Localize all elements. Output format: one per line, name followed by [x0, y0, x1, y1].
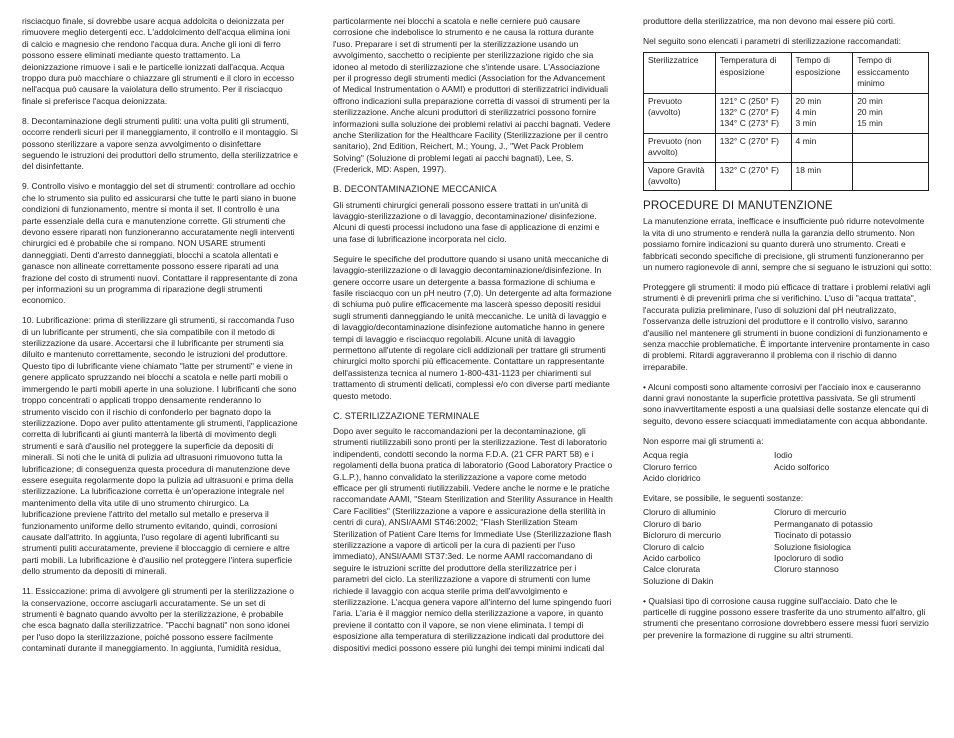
table-cell-line: 15 min: [857, 118, 883, 129]
heading-maintenance-procedures: PROCEDURE DI MANUTENZIONE: [643, 199, 833, 213]
paragraph-terminal-sterilization: Dopo aver seguito le raccomandazioni per la decontaminazione, gli strumenti riutilizzabili sono pronti per la sterilizzazione. Test di laboratorio indipendenti, condotti secondo la norma F.D.A. (21 CFR PART 58) e i regolamenti della buona pratica di laboratorio (Good Laboratory Practice o G.L.P.), hanno convalidato la sterilizzazione a vapore come metodo efficace per gli strumenti riutilizzabili. Vedere anche le norme e le pratiche raccomandate AAMI, "Steam Sterilization and Sterility Assurance in Health Care Facilities" (Sterilizzazione a vapore e assicurazione della sterilità in centri di cura), ANSI/AAMI ST46:2002; "Flash Sterilization Steam Sterilization of Patient Care Items for Immediate Use (Sterilizzazione flash sterilizzazione a vapore di articoli per la cura di pazienti per l'uso immediato), ANSI/AAMI ST37:3ed. Le norme AAMI raccomandano di seguire le istruzioni scritte del produttore della sterilizzatrice per i parametri del ciclo. La sterilizzazione a vapore di strumenti con lume richiede il lavaggio con acqua sterile prima dell'avvolgimento e sterilizzazione. L'acqua genera vapore all'interno del lume spingendo fuori l'aria. L'aria è il maggior nemico della sterilizzazione a vapore, in quanto previene il contatto con il vapore, se non viene eliminata. I tempi di esposizione alla temperatura di sterilizzazione indicati dal produttore dei dispositivi medici possono essere più lunghi dei tempi minimi indicati dal: [333, 425, 613, 653]
table-cell: Vapore Gravità (avvolto): [644, 162, 716, 191]
table-cell: Prevuoto (non avvolto): [644, 133, 716, 162]
table-cell-line: 4 min: [795, 135, 817, 146]
paragraph-maintenance-2: Proteggere gli strumenti: il modo più efficace di trattare i problemi relativi agli strumenti è di prevenirli prima che si verifichino. L'uso di "acqua trattata", l'accurata pulizia preliminare, l'uso di soluzioni dal pH neutralizzato, l'osservanza delle istruzioni del produttore e il controllo visivo, saranno d'ausilio nel mantenere gli strumenti in buone condizioni di funzionamento e senza macchie problematiche. È importante intervenire prontamente in caso di problemi. Ritardi aggraveranno il problema con il rischio di danno irreparabile.: [643, 281, 931, 372]
table-cell: [715, 162, 791, 191]
table-cell: [715, 93, 791, 133]
table-cell-line: 20 min: [857, 106, 883, 117]
paragraph-maintenance-1: La manutenzione errata, inefficace e insufficiente può ridurre notevolmente la vita di uno strumento e renderà nulla la garanzia dello strumento. Non possiamo fornire indicazioni su quanto durerà uno strumento. Creati e fabbricati secondo specifiche di precisione, gli strumenti funzioneranno per un numero ragionevole di anni, sempre che si seguano le istruzioni qui sotto:: [643, 216, 932, 272]
paragraph-rinse: risciacquo finale, si dovrebbe usare acqua addolcita o deionizzata per rimuovere meglio detergenti ecc. L'addolcimento dell'acqua elimina ioni di calcio e magnesio che rendono l'acqua dura. Anche gli ioni di ferro possono essere eliminati mediante questo trattamento. La deionizzazione rimuove i sali e le particelle ionizzati dall'acqua. Acqua troppo dura può macchiare o chiazzare gli strumenti e il cloro in eccesso nell'acqua può causare la vaiolatura dello strumento. Per il risciacquo finale si preferisce l'acqua deionizzata.: [22, 16, 295, 106]
list-item: Acido carbolico: [643, 552, 701, 563]
paragraph-table-intro-2: Nel seguito sono elencati i parametri di sterilizzazione raccomandati:: [643, 35, 901, 46]
table-cell: [791, 133, 853, 162]
table-cell-line: 132° C (270° F): [719, 135, 779, 146]
never-expose-list-right: [774, 450, 929, 484]
table-cell: [791, 93, 853, 133]
table-cell: [715, 133, 791, 162]
table-row: [644, 93, 929, 133]
heading-mechanical-decontamination: B. DECONTAMINAZIONE MECCANICA: [333, 184, 497, 195]
paragraph-maintenance-3: • Alcuni composti sono altamente corrosivi per l'acciaio inox e causeranno danni gravi nonostante la superficie protettiva passivata. Se gli strumenti sono inavvertitamente esposti a una qualsiasi delle sostanze elencate qui di seguito, devono essere sciacquati immediatamente con acqua abbondante.: [643, 381, 929, 426]
table-cell: [791, 162, 853, 191]
paragraph-step-11: 11. Essiccazione: prima di avvolgere gli strumenti per la sterilizzazione o la conservazione, occorre asciugarli accuratamente. Se un set di strumenti è bagnato quando avvolto per la sterilizzazione, è probabile che esca bagnato dalla sterilizzatrice. "Pacchi bagnati" non sono idonei per l'uso dopo la sterilizzazione, poiché possono essere facilmente contaminati durante il maneggiamento. In aggiunta, l'umidità residua,: [22, 586, 294, 654]
paragraph-step-9: 9. Controllo visivo e montaggio del set di strumenti: controllare ad occhio che lo strumento sia pulito ed assicurarsi che tutte le parti siano in buone condizioni di funzionamento, mentre si monta il set. Il controllo è una parte essenziale della cura e manutenzione corrette. Gli strumenti che devono essere riparati non funzioneranno accuratamente negli interventi chirurgici ed è probabile che si rompano. NON USARE strumenti danneggiati. Denti d'arresto danneggiati, blocchi a scatola allentati e ganasce non allineate correttamente possono essere riparati ad una frazione del costo di strumenti nuovi. Contattare il rappresentante di zona per informazioni su un programma di riparazione degli strumenti economico.: [22, 181, 298, 306]
list-item: Cloruro stannoso: [774, 564, 839, 575]
table-cell-line: 18 min: [795, 164, 822, 175]
table-cell-line: 132° C (270° F): [719, 164, 779, 175]
table-header-row: [644, 53, 929, 93]
table-header-cell: Temperatura di esposizione: [715, 53, 791, 93]
table-row: [644, 133, 929, 162]
paragraph-step-10: 10. Lubrificazione: prima di sterilizzare gli strumenti, si raccomanda l'uso di un lubrificante per strumenti, che sia compatibile con il metodo di sterilizzazione da usare. Accertarsi che il lubrificante per strumenti sia diluito e mantenuto correttamente, secondo le istruzioni del produttore. Questo tipo di lubrificante viene chiamato "latte per strumenti" e viene in genere applicato spruzzando nei blocchi a scatola e nelle parti mobili o immergendo le parti mobili aperte in una soluzione. I lubrificanti che sono troppo concentrati o applicati troppo densamente renderanno lo strumento viscido con il rischio di confonderlo per bagnato dopo la sterilizzazione. Dopo aver pulito attentamente gli strumenti, l'applicazione corretta di lubrificanti ai giunti manterrà la libertà di movimento degli strumenti e sarà d'ausilio nel proteggere la superficie da depositi di minerali. Si noti che le unità di pulizia ad ultrasuoni rimuovono tutta la lubrificazione; di conseguenza questa procedura di manutenzione deve essere eseguita regolarmente dopo la pulizia ad ultrasuoni e prima della sterilizzazione. La lubrificazione corretta è un'operazione integrale nel mantenimento della vita utile di uno strumento chirurgico. La lubrificazione previene l'attrito del metallo sul metallo e preserva il funzionamento uniforme dello strumento evitando, quindi, corrosioni causate dall'attrito. In aggiunta, l'uso regolare di agenti lubrificanti su strumenti puliti accuratamente, previene il bloccaggio di cerniere e altre parti mobili. La lubrificazione è d'ausilio nel proteggere l'intera superficie dello strumento da depositi di minerali.: [22, 315, 298, 577]
column-middle: [333, 16, 613, 663]
table-cell-line: 4 min: [795, 106, 817, 117]
heading-terminal-sterilization: C. STERILIZZAZIONE TERMINALE: [333, 410, 480, 421]
list-item: Acido solforico: [774, 461, 830, 472]
paragraph-mechanical-2: Seguire le specifiche del produttore quando si usano unità meccaniche di lavaggio-sterilizzazione o di lavaggio decontaminazione/disinfezione. In genere occorre usare un detergente a bassa formazione di schiuma e fasile risciacquo con un pH neutro (7,0). Un detergente ad alta formazione di schiuma può pulire efficacemente ma lascerà spesso depositi residui sugli strumenti danneggiando le unità meccaniche. Le unità di lavaggio e di lavaggio/decontaminazione disinfezione automatiche hanno in genere tempi di lavaggio e risciacquo regolabili. Alcune unità di lavaggio permettono all'utente di regolare cicli addizionali per trattare gli strumenti chirurgici molto sporchi più efficacemente. Contattare un rappresentante dell'assistenza tecnica al numero 1-800-431-1123 per chiarimenti sul trattamento di strumenti delicati, complessi e/o con diverse parti mediante questo metodo.: [333, 253, 612, 401]
sterilization-parameters-table: [643, 52, 929, 191]
table-cell-empty: [853, 162, 929, 191]
table-row: [644, 162, 929, 191]
table-header-cell: Sterilizzatrice: [644, 53, 716, 93]
list-item: Cloruro ferrico: [643, 461, 697, 472]
list-item: Cloruro di bario: [643, 518, 702, 529]
avoid-list-right: [774, 507, 929, 587]
table-cell: [853, 93, 929, 133]
list-item: Iodio: [774, 450, 793, 461]
list-item: Bicloruro di mercurio: [643, 530, 721, 541]
avoid-list: [643, 507, 933, 587]
list-item: Acqua regia: [643, 450, 689, 461]
paragraph-mechanical-1: Gli strumenti chirurgici generali possono essere trattati in un'unità di lavaggio-sterilizzazione o di lavaggio, decontaminazione/ disinfezione. Alcuni di questi processi includono una fase di applicazione di enzimi e una fase di lubrificazione incorporata nel ciclo.: [333, 199, 600, 244]
table-cell-line: 20 min: [795, 95, 822, 106]
table-cell-line: 20 min: [857, 95, 883, 106]
avoid-list-left: [643, 507, 774, 587]
paragraph-drying-continued: particolarmente nei blocchi a scatola e nelle cerniere può causare corrosione che indebolisce lo strumento e ne causa la rottura durante l'uso. Preparare i set di strumenti per la sterilizzazione usando un avvolgimento, sacchetto o recipiente per sterilizzazione rigido che sia idoneo al metodo di sterilizzazione che s'intende usare. L'Associazione per il progresso degli strumenti medici (Association for the Advancement of Medical Instrumentation o AAMI) e produttori di sterilizzatrici individuali offrono indicazioni sulla preparazione corretta di vassoi di strumenti per la sterilizzazione. Anche alcuni produttori di sterilizzatrici possono fornire informazioni sulla soluzione dei problemi relativi ai pacchi bagnati. Vedere anche Sterilization for the Healthcare Facility (Sterilizzazione per il centro sanitario), 2nd Edition, Reichert, M.; Young, J., "Wet Pack Problem Solving" (Soluzione di problemi legati ai pacchi bagnati), Lee, S. (Frederick, MD: Aspen, 1997).: [333, 16, 611, 175]
table-cell-line: 132° C (270° F): [719, 106, 779, 117]
list-item: Tiocinato di potassio: [774, 530, 852, 541]
paragraph-rust-warning: • Qualsiasi tipo di corrosione causa ruggine sull'acciaio. Dato che le particelle di ruggine possono essere trasferite da uno strumento all'altro, gli strumenti che presentano corrosione dovrebbero essere messi fuori servizio per prevenire la formazione di ruggine su altri strumenti.: [643, 595, 929, 640]
table-cell: Prevuoto (avvolto): [644, 93, 716, 133]
list-item: Permanganato di potassio: [774, 518, 873, 529]
never-expose-label: Non esporre mai gli strumenti a:: [643, 435, 764, 446]
list-item: Cloruro di mercurio: [774, 507, 847, 518]
never-expose-list: [643, 450, 933, 484]
table-cell-empty: [853, 133, 929, 162]
table-cell-line: 3 min: [795, 118, 817, 129]
column-right: [643, 16, 933, 650]
avoid-label: Evitare, se possibile, le seguenti sostanze:: [643, 492, 804, 503]
never-expose-list-left: [643, 450, 774, 484]
list-item: Ipocloruro di sodio: [774, 552, 844, 563]
table-cell-line: 134° C (273° F): [719, 118, 779, 129]
table-header-cell: Tempo di essiccamento minimo: [853, 53, 929, 93]
list-item: Calce clorurata: [643, 564, 701, 575]
column-left: [22, 16, 298, 663]
list-item: Acido cloridrico: [643, 473, 701, 483]
paragraph-step-8: 8. Decontaminazione degli strumenti puliti: una volta puliti gli strumenti, occorre renderli sicuri per il maneggiamento, il controllo e il montaggio. Si possono sterilizzare a vapore senza avvolgimento o disinfettare seguendo le istruzioni dei produttori dello strumento, della sterilizzatrice e del disinfettante.: [22, 115, 298, 172]
list-item: Soluzione fisiologica: [774, 541, 852, 552]
paragraph-table-intro-1: produttore della sterilizzatrice, ma non devono mai essere più corti.: [643, 16, 896, 26]
list-item: Soluzione di Dakin: [643, 575, 714, 586]
table-cell-line: 121° C (250° F): [719, 95, 779, 106]
list-item: Cloruro di alluminio: [643, 507, 716, 518]
list-item: Cloruro di calcio: [643, 541, 704, 552]
table-header-cell: Tempo di esposizione: [791, 53, 853, 93]
